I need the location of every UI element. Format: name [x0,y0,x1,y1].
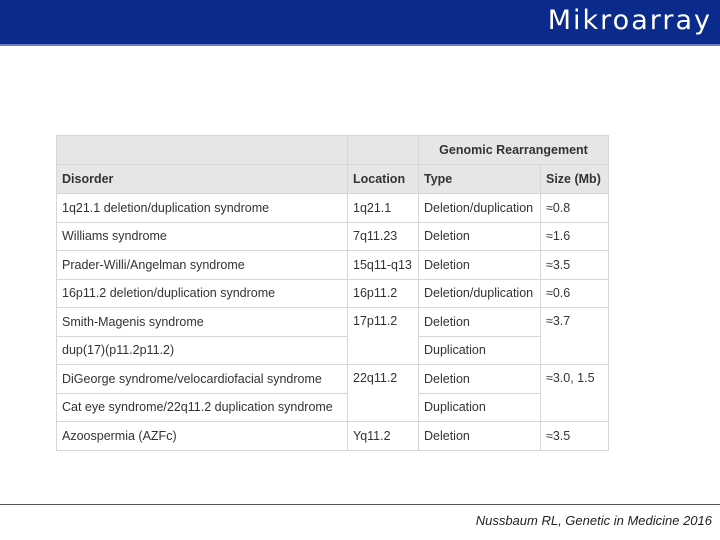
disorder-cell: Azoospermia (AZFc) [57,422,348,451]
type-cell: Deletion [419,422,541,451]
table-row [57,222,609,251]
disorder-cell: Cat eye syndrome/22q11.2 duplication syndrome [57,393,348,422]
table-row [57,279,609,308]
citation-text: Nussbaum RL, Genetic in Medicine 2016 [475,513,712,528]
disorder-cell: DiGeorge syndrome/velocardiofacial syndrome [57,365,348,394]
genomic-rearrangement-header: Genomic Rearrangement [419,136,609,165]
type-cell: Deletion [419,251,541,280]
size-cell: ≈3.0, 1.5 [541,365,609,422]
type-cell: Deletion [419,222,541,251]
type-cell: Deletion/duplication [419,194,541,223]
disorder-cell: Prader-Willi/Angelman syndrome [57,251,348,280]
table-row [57,336,609,365]
size-cell: ≈3.7 [541,308,609,365]
footer-divider [0,504,720,505]
table-row [57,251,609,280]
location-cell: 22q11.2 [348,365,419,422]
table-row [57,393,609,422]
size-cell: ≈1.6 [541,222,609,251]
table-row [57,365,609,394]
disorder-cell: Williams syndrome [57,222,348,251]
header-blank-cell [348,136,419,165]
location-cell: 1q21.1 [348,194,419,223]
table-column-header-row [57,165,609,194]
location-cell: 7q11.23 [348,222,419,251]
size-cell: ≈3.5 [541,251,609,280]
type-cell: Duplication [419,393,541,422]
table-row [57,422,609,451]
location-cell: Yq11.2 [348,422,419,451]
location-cell: 16p11.2 [348,279,419,308]
type-cell: Deletion [419,365,541,394]
disorder-cell: dup(17)(p11.2p11.2) [57,336,348,365]
size-cell: ≈0.8 [541,194,609,223]
column-header-location: Location [348,165,419,194]
table-row [57,308,609,337]
genomic-rearrangement-table [56,135,609,451]
type-cell: Deletion/duplication [419,279,541,308]
location-cell: 15q11-q13 [348,251,419,280]
location-cell: 17p11.2 [348,308,419,365]
header-blank-cell [57,136,348,165]
type-cell: Duplication [419,336,541,365]
column-header-size: Size (Mb) [541,165,609,194]
type-cell: Deletion [419,308,541,337]
size-cell: ≈3.5 [541,422,609,451]
column-header-disorder: Disorder [57,165,348,194]
size-cell: ≈0.6 [541,279,609,308]
table-row [57,194,609,223]
title-bar [0,0,720,46]
disorder-cell: Smith-Magenis syndrome [57,308,348,337]
column-header-type: Type [419,165,541,194]
slide-title: Mikroarray [547,5,712,36]
disorder-cell: 16p11.2 deletion/duplication syndrome [57,279,348,308]
table-group-header-row [57,136,609,165]
disorder-cell: 1q21.1 deletion/duplication syndrome [57,194,348,223]
